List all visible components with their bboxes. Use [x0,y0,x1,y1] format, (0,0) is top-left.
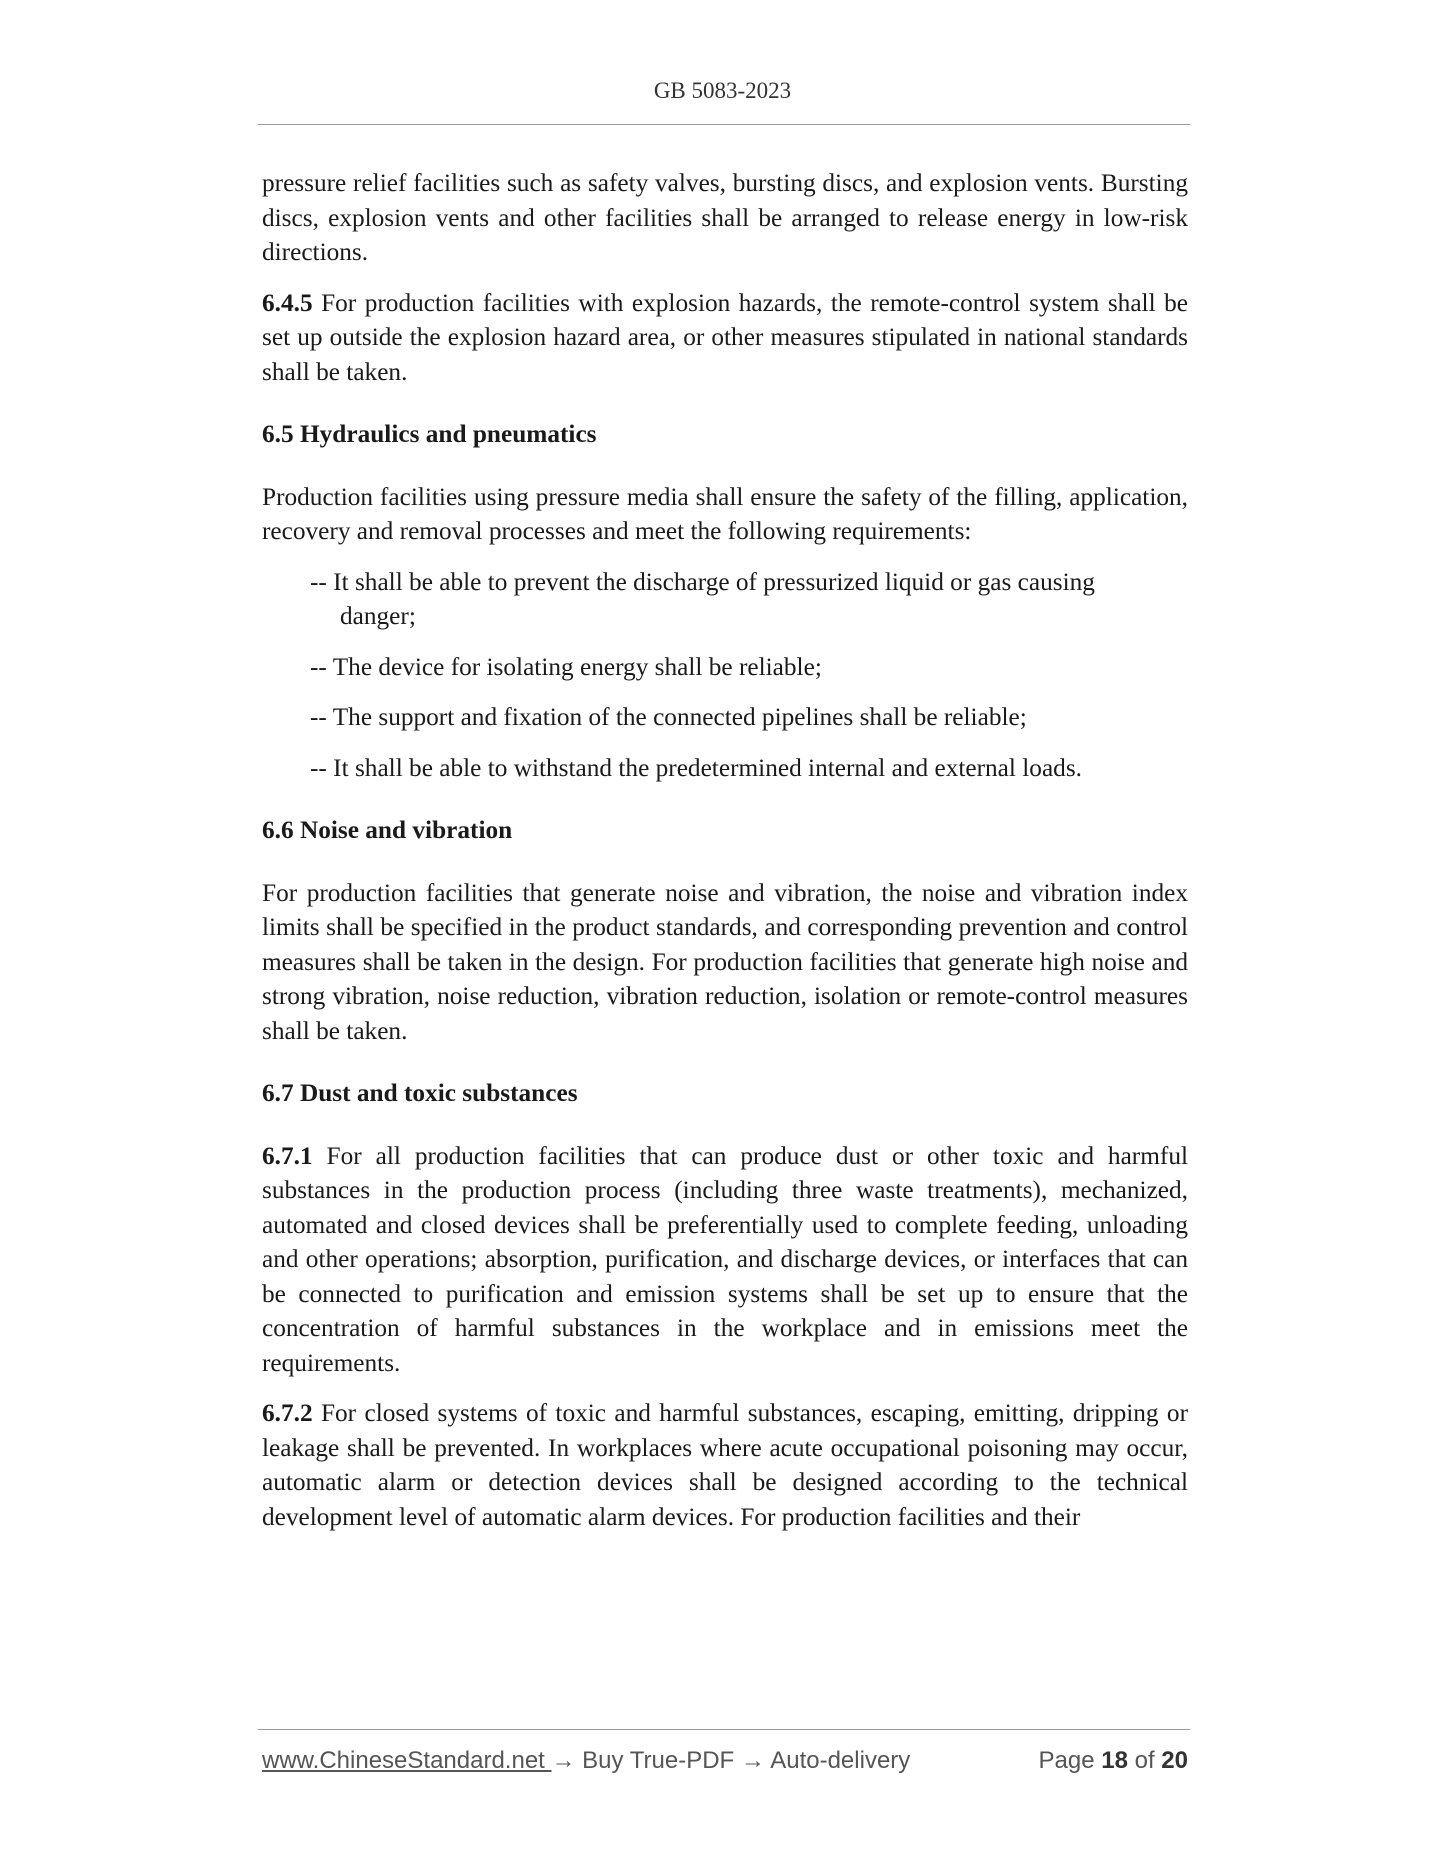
section-heading-6-5: 6.5 Hydraulics and pneumatics [262,420,597,448]
page-footer [262,1747,1188,1781]
paragraph-continuation: pressure relief facilities such as safety valves, bursting discs, and explosion vents. Bursting discs, explosion vents and other facilities shall be arranged to release energy in low-risk directions. [262,169,1188,266]
list-item [310,565,1188,634]
list-item: -- The support and fixation of the connected pipelines shall be reliable; [310,703,1027,731]
total-pages-number: 20 [1161,1747,1188,1774]
list-item-text: -- It shall be able to prevent the discharge of pressurized liquid or gas causing [310,567,1095,596]
footer-divider [258,1729,1190,1730]
auto-delivery-text: Auto-delivery [764,1747,911,1774]
section-heading-6-7: 6.7 Dust and toxic substances [262,1079,578,1107]
clause-text: For closed systems of toxic and harmful substances, escaping, emitting, dripping or leakage shall be prevented. In workplaces where acute occupational poisoning may occur, automatic alarm or detection devices shall be designed according to the technical development level of automatic alarm devices. For production facilities and their [262,1399,1188,1531]
footer-promo [262,1747,910,1775]
section-heading-6-6: 6.6 Noise and vibration [262,816,513,844]
buy-pdf-text: Buy True-PDF [575,1747,741,1774]
clause-6-7-2 [262,1396,1188,1534]
paragraph-6-6: For production facilities that generate noise and vibration, the noise and vibration index limits shall be specified in the product standards, and corresponding prevention and control measures shall be taken in the design. For production facilities that generate high noise and strong vibration, noise reduction, vibration reduction, isolation or remote-control measures shall be taken. [262,878,1188,1045]
list-item-text-continued: danger; [340,602,416,630]
arrow-right-icon: → [740,1747,765,1774]
list-item: -- The device for isolating energy shall be reliable; [310,652,822,681]
page-label: Page [1038,1747,1102,1774]
arrow-right-icon: → [551,1747,576,1774]
page-indicator [1039,1747,1188,1775]
document-header: GB 5083-2023 [653,78,792,103]
of-label: of [1127,1747,1162,1774]
clause-text: For all production facilities that can produce dust or other toxic and harmful substances in the production process (including three waste treatments), mechanized, automated and closed devices shall be preferentially used to complete feeding, unloading and other operations; absorption, purification, and discharge devices, or interfaces that can be connected to purification and emission systems shall be set up to ensure that the concentration of harmful substances in the workplace and in emissions meet the requirements. [262,1141,1188,1377]
document-body [262,166,1188,1534]
clause-text: For production facilities with explosion hazards, the remote-control system shall be set up outside the explosion hazard area, or other measures stipulated in national standards shall be taken. [262,288,1188,386]
site-link[interactable]: www.ChineseStandard.net [262,1747,552,1774]
list-item: -- It shall be able to withstand the predetermined internal and external loads. [310,753,1082,782]
clause-number: 6.7.2 [262,1399,313,1427]
clause-6-4-5 [262,286,1188,390]
clause-number: 6.7.1 [262,1141,313,1170]
current-page-number: 18 [1101,1747,1128,1774]
clause-number: 6.4.5 [262,288,313,317]
paragraph-6-5: Production facilities using pressure media shall ensure the safety of the filling, application, recovery and removal processes and meet the following requirements: [262,482,1188,545]
header-divider [258,124,1190,125]
clause-6-7-1 [262,1139,1188,1381]
